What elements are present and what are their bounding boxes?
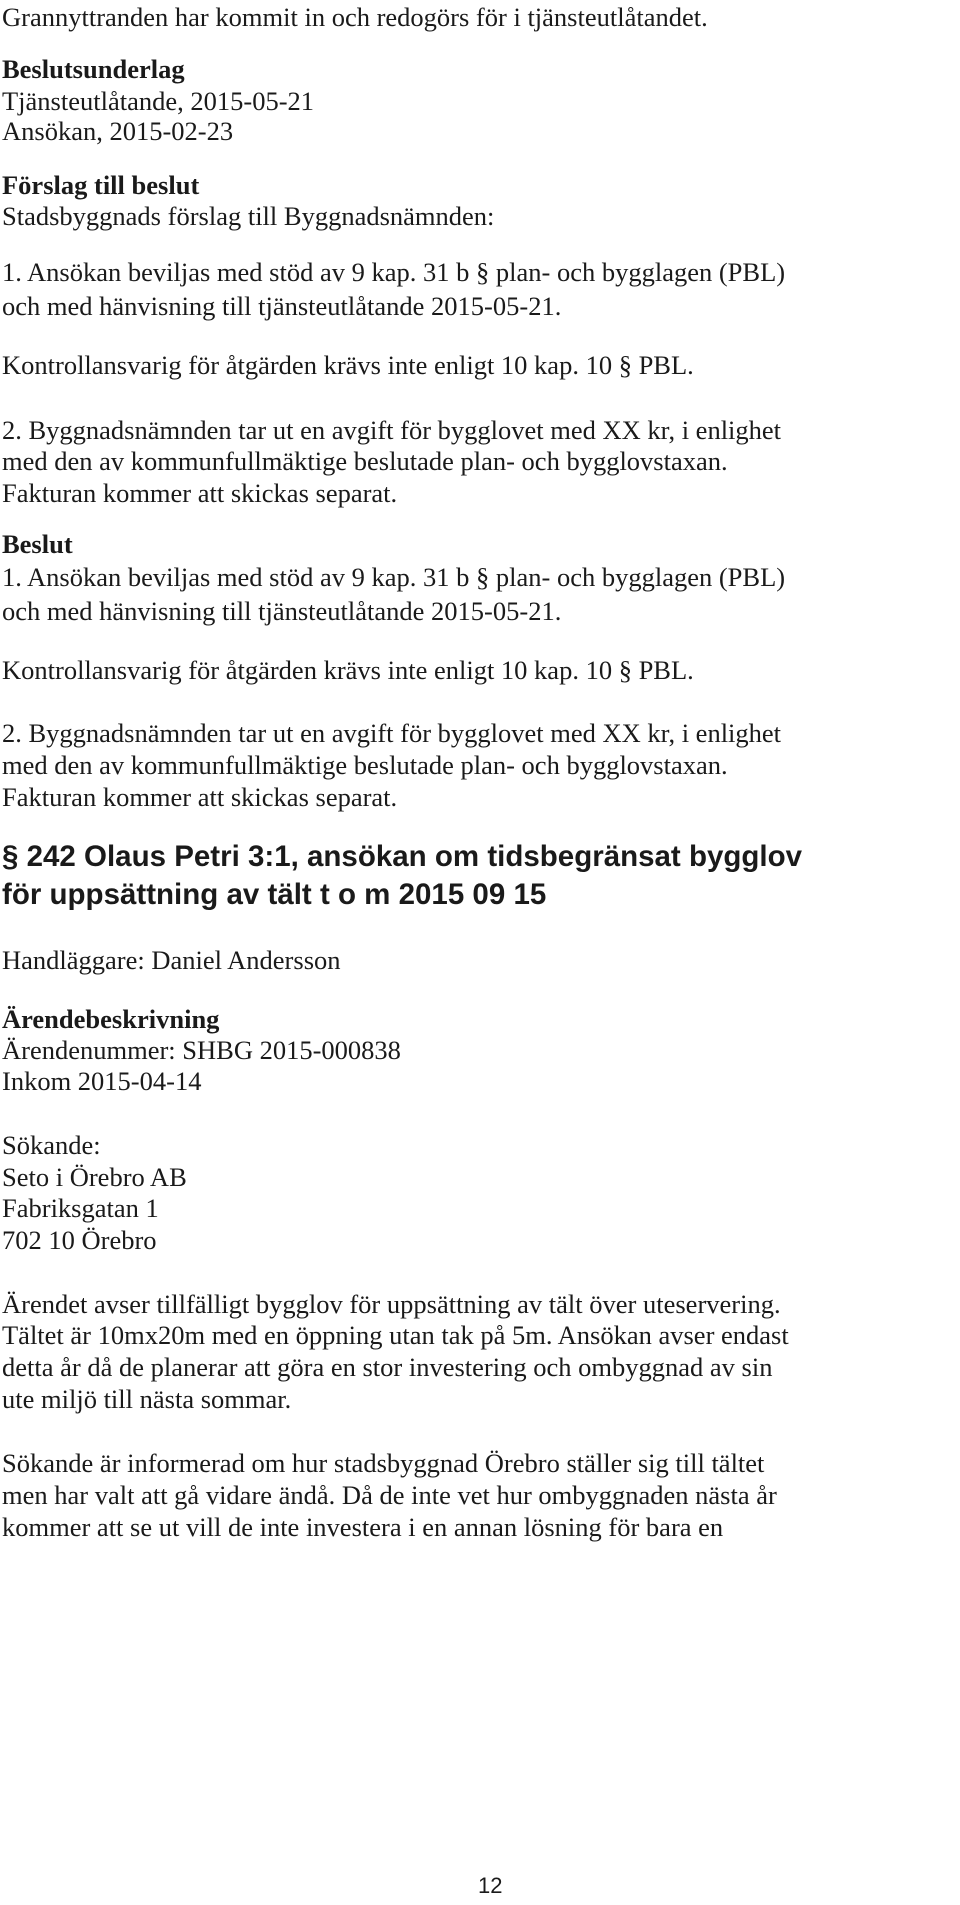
forslag-point-2-line: Fakturan kommer att skickas separat.	[2, 478, 398, 508]
forslag-lead: Stadsbyggnads förslag till Byggnadsnämnden:	[2, 201, 495, 231]
beslutsunderlag-item: Tjänsteutlåtande, 2015-05-21	[2, 86, 315, 116]
beslut-point-2-line: 2. Byggnadsnämnden tar ut en avgift för bygglovet med XX kr, i enlighet	[2, 718, 782, 748]
beslutsunderlag-heading: Beslutsunderlag	[2, 54, 185, 84]
page-number: 12	[478, 1873, 503, 1898]
sokande-city: 702 10 Örebro	[2, 1225, 157, 1255]
beslutsunderlag-item: Ansökan, 2015-02-23	[2, 116, 234, 146]
forslag-point-1-line: 1. Ansökan beviljas med stöd av 9 kap. 31 b § plan- och bygglagen (PBL)	[2, 257, 786, 287]
information-line: men har valt att gå vidare ändå. Då de inte vet hur ombyggnaden nästa år	[2, 1480, 777, 1510]
description-line: Tältet är 10mx20m med en öppning utan tak på 5m. Ansökan avser endast	[2, 1320, 789, 1350]
sokande-name: Seto i Örebro AB	[2, 1162, 187, 1192]
beslut-point-1-line: 1. Ansökan beviljas med stöd av 9 kap. 31 b § plan- och bygglagen (PBL)	[2, 562, 786, 592]
inkom-date: Inkom 2015-04-14	[2, 1066, 202, 1096]
description-line: Ärendet avser tillfälligt bygglov för uppsättning av tält över uteservering.	[2, 1289, 781, 1319]
sokande-street: Fabriksgatan 1	[2, 1193, 159, 1223]
beslut-kontrollansvarig: Kontrollansvarig för åtgärden krävs inte enligt 10 kap. 10 § PBL.	[2, 655, 694, 685]
arendenummer: Ärendenummer: SHBG 2015-000838	[2, 1035, 401, 1065]
forslag-point-2-line: 2. Byggnadsnämnden tar ut en avgift för bygglovet med XX kr, i enlighet	[2, 415, 782, 445]
information-line: Sökande är informerad om hur stadsbyggnad Örebro ställer sig till tältet	[2, 1448, 765, 1478]
forslag-point-2-line: med den av kommunfullmäktige beslutade plan- och bygglovstaxan.	[2, 446, 728, 476]
section-title-line: § 242 Olaus Petri 3:1, ansökan om tidsbegränsat bygglov	[2, 840, 803, 873]
description-line: detta år då de planerar att göra en stor investering och ombyggnad av sin	[2, 1352, 773, 1382]
intro-text: Grannyttranden har kommit in och redogörs för i tjänsteutlåtandet.	[2, 2, 708, 32]
beslut-point-1-line: och med hänvisning till tjänsteutlåtande 2015-05-21.	[2, 596, 562, 626]
forslag-heading: Förslag till beslut	[2, 170, 200, 200]
beslut-point-2-line: med den av kommunfullmäktige beslutade plan- och bygglovstaxan.	[2, 750, 728, 780]
arendebeskrivning-heading: Ärendebeskrivning	[2, 1004, 220, 1034]
beslut-heading: Beslut	[2, 529, 73, 559]
section-title-line: för uppsättning av tält t o m 2015 09 15	[2, 878, 547, 911]
handlaggare: Handläggare: Daniel Andersson	[2, 945, 341, 975]
forslag-kontrollansvarig: Kontrollansvarig för åtgärden krävs inte enligt 10 kap. 10 § PBL.	[2, 350, 694, 380]
sokande-label: Sökande:	[2, 1130, 101, 1160]
description-line: ute miljö till nästa sommar.	[2, 1384, 292, 1414]
beslut-point-2-line: Fakturan kommer att skickas separat.	[2, 782, 398, 812]
forslag-point-1-line: och med hänvisning till tjänsteutlåtande 2015-05-21.	[2, 291, 562, 321]
information-line: kommer att se ut vill de inte investera i en annan lösning för bara en	[2, 1512, 724, 1542]
